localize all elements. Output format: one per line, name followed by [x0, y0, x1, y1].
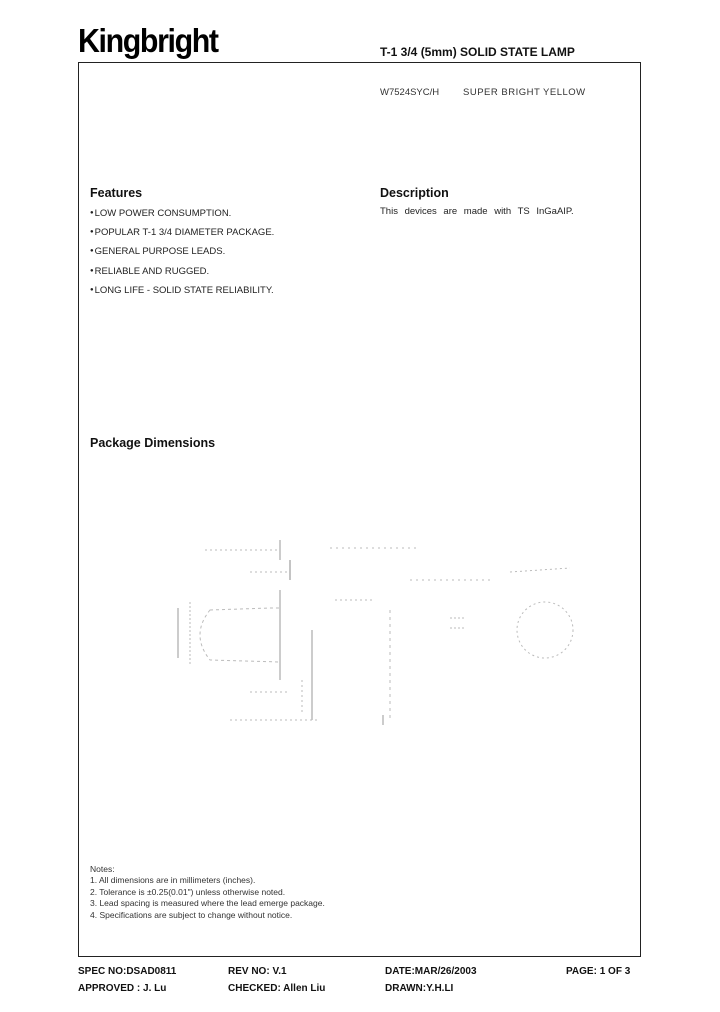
description-text: This devices are made with TS InGaAIP. [380, 206, 574, 217]
datasheet-frame [78, 62, 641, 957]
description-heading: Description [380, 186, 449, 200]
checked-by: CHECKED: Allen Liu [228, 983, 326, 994]
approved-by: APPROVED : J. Lu [78, 983, 167, 994]
product-title: T-1 3/4 (5mm) SOLID STATE LAMP [380, 45, 575, 59]
kingbright-logo: Kingbright [78, 22, 218, 59]
note-item: 1. All dimensions are in millimeters (inches). [90, 875, 256, 885]
drawn-by: DRAWN:Y.H.LI [385, 983, 454, 994]
feature-item: ● RELIABLE AND RUGGED. [90, 264, 274, 283]
features-heading: Features [90, 186, 143, 200]
issue-date: DATE:MAR/26/2003 [385, 966, 477, 977]
page-number: PAGE: 1 OF 3 [566, 966, 631, 977]
note-item: 4. Specifications are subject to change without notice. [90, 909, 293, 920]
notes-title: Notes: [90, 864, 115, 874]
part-number: W7524SYC/H [380, 87, 440, 98]
notes-list [90, 875, 325, 921]
note-item: 3. Lead spacing is measured where the lead emerge package. [90, 898, 325, 909]
features-list [90, 206, 274, 302]
feature-item: ● POPULAR T-1 3/4 DIAMETER PACKAGE. [90, 225, 274, 244]
package-dimension-drawing [150, 530, 590, 730]
spec-number: SPEC NO:DSAD0811 [78, 966, 177, 977]
feature-item: ● GENERAL PURPOSE LEADS. [90, 244, 274, 263]
feature-item: ● LONG LIFE - SOLID STATE RELIABILITY. [90, 283, 274, 302]
package-dimensions-heading: Package Dimensions [90, 436, 216, 450]
note-item: 2. Tolerance is ±0.25(0.01") unless otherwise noted. [90, 886, 286, 897]
feature-item: ● LOW POWER CONSUMPTION. [90, 206, 274, 225]
part-description: SUPER BRIGHT YELLOW [463, 87, 586, 98]
revision-number: REV NO: V.1 [228, 966, 287, 977]
